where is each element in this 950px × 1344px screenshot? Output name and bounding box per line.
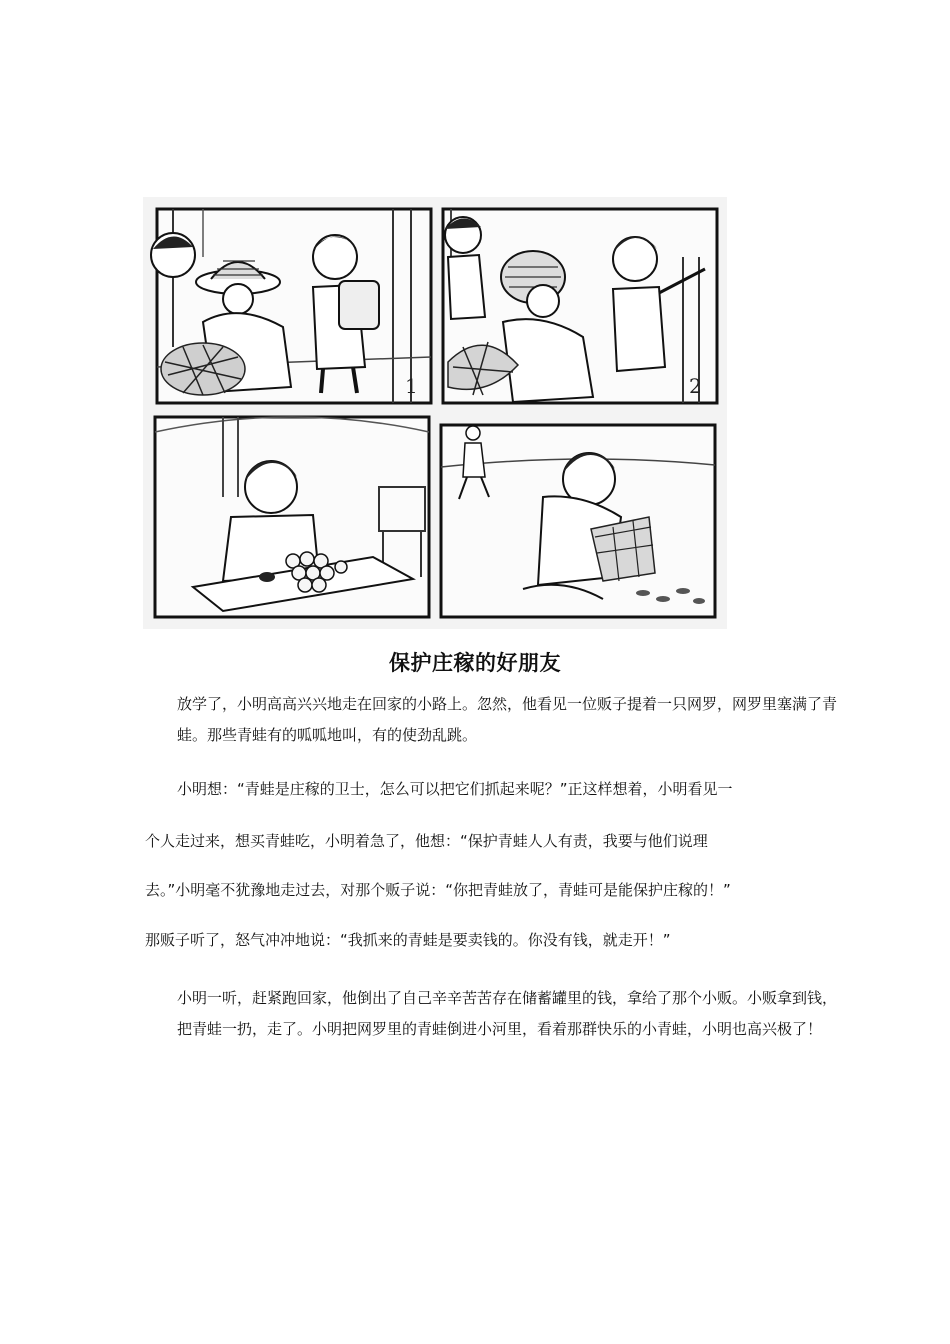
comic-panel-3 — [155, 417, 429, 617]
paragraph-2-line-2: 个人走过来，想买青蛙吃，小明着急了，他想：“保护青蛙人人有责，我要与他们说理 — [145, 832, 708, 850]
paragraph-1: 放学了，小明高高兴兴地走在回家的小路上。忽然，他看见一位贩子提着一只网罗，网罗里塞满了青蛙。那些青蛙有的呱呱地叫，有的使劲乱跳。 — [177, 695, 838, 744]
comic-illustration — [143, 197, 727, 629]
panel-number-1: 1 — [405, 374, 418, 398]
paragraph-2-line-1: 小明想：“青蛙是庄稼的卫士，怎么可以把它们抓起来呢？”正这样想着，小明看见一 — [177, 780, 733, 798]
panel-number-2: 2 — [689, 374, 702, 398]
story-title: 保护庄稼的好朋友 — [389, 651, 561, 675]
paragraph-2-line-4: 那贩子听了，怒气冲冲地说：“我抓来的青蛙是要卖钱的。你没有钱，就走开！” — [145, 931, 671, 949]
comic-panel-2 — [443, 209, 717, 403]
paragraph-2-line-3: 去。”小明毫不犹豫地走过去，对那个贩子说：“你把青蛙放了，青蛙可是能保护庄稼的！” — [145, 881, 731, 899]
paragraph-3: 小明一听，赶紧跑回家，他倒出了自己辛辛苦苦存在储蓄罐里的钱，拿给了那个小贩。小贩拿到钱，把青蛙一扔，走了。小明把网罗里的青蛙倒进小河里，看着那群快乐的小青蛙，小明也高兴极了！ — [177, 989, 838, 1038]
comic-panel-1 — [151, 209, 431, 403]
comic-panel-4 — [441, 425, 715, 617]
